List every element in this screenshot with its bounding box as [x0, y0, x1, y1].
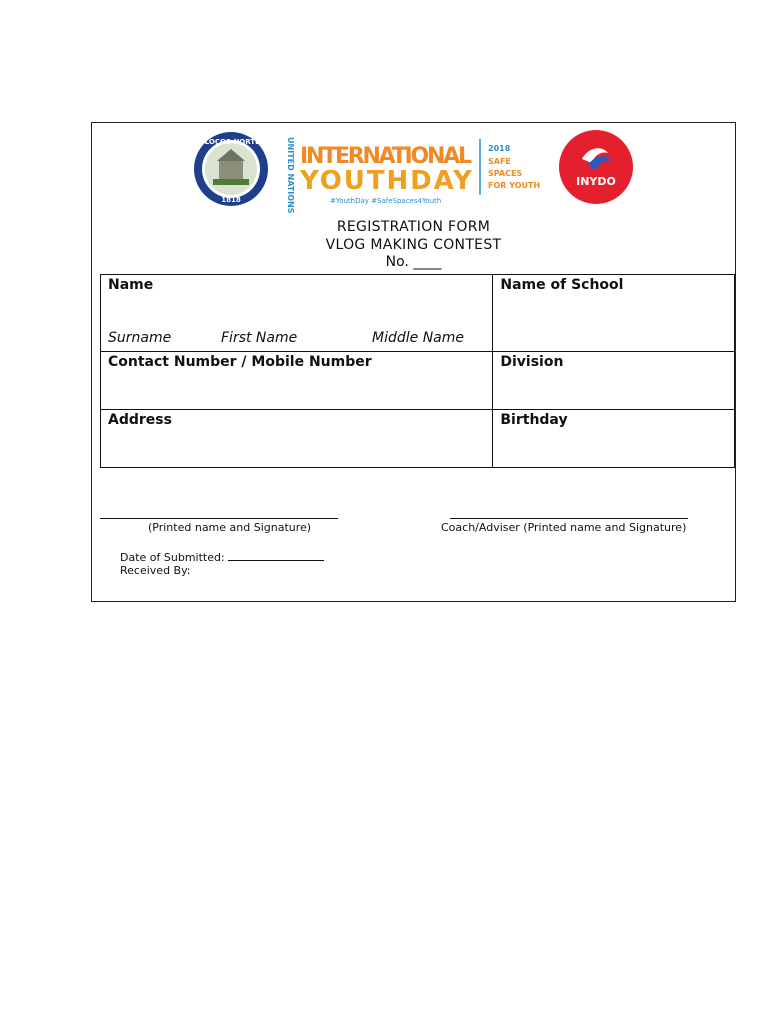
school-label: Name of School	[500, 277, 624, 293]
ilocos-norte-seal-icon	[193, 131, 269, 207]
address-cell[interactable]	[101, 410, 493, 468]
inydo-logo	[558, 129, 634, 205]
date-submitted-row	[120, 550, 324, 564]
form-title: REGISTRATION FORM	[336, 219, 491, 235]
form-number: No. ____	[385, 254, 442, 270]
name-cell[interactable]	[101, 275, 493, 352]
iyd-line2: YOUTHDAY	[300, 166, 472, 196]
name-label: Name	[108, 277, 154, 293]
participant-signature-line[interactable]	[100, 518, 338, 519]
date-submitted-line[interactable]	[228, 550, 324, 561]
school-cell[interactable]	[493, 275, 735, 352]
form-subtitle: VLOG MAKING CONTEST	[325, 237, 502, 253]
date-submitted-label: Date of Submitted:	[120, 551, 225, 564]
svg-text:SAFE: SAFE	[488, 157, 511, 166]
registration-table	[100, 274, 735, 468]
iyd-tags: #YouthDay #SafeSpaces4Youth	[330, 197, 442, 205]
international-youth-day-logo	[274, 133, 541, 214]
participant-signature-label: (Printed name and Signature)	[148, 521, 312, 534]
name-subfields	[108, 330, 498, 348]
seal-text: ILOCOS NORTE	[202, 138, 260, 146]
iyd-line1: INTERNATIONAL	[300, 144, 472, 169]
first-name-label: First Name	[221, 330, 298, 346]
registration-form	[91, 122, 736, 602]
un-text: UNITED NATIONS	[286, 137, 295, 214]
division-cell[interactable]	[493, 352, 735, 410]
svg-text:FOR YOUTH: FOR YOUTH	[488, 181, 541, 190]
svg-text:2018: 2018	[488, 144, 511, 153]
birthday-label: Birthday	[500, 412, 568, 428]
division-label: Division	[500, 354, 564, 370]
inydo-label: INYDO	[576, 175, 616, 188]
seal-year: 1818	[221, 196, 241, 204]
surname-label: Surname	[108, 330, 172, 346]
received-by-label: Received By:	[120, 564, 191, 577]
contact-cell[interactable]	[101, 352, 493, 410]
svg-text:SPACES: SPACES	[488, 169, 523, 178]
header-logos	[92, 123, 735, 213]
coach-signature-label: Coach/Adviser (Printed name and Signature)	[441, 521, 687, 534]
address-label: Address	[108, 412, 172, 428]
middle-name-label: Middle Name	[372, 330, 464, 346]
birthday-cell[interactable]	[493, 410, 735, 468]
coach-signature-line[interactable]	[450, 518, 688, 519]
contact-label: Contact Number / Mobile Number	[108, 354, 372, 370]
